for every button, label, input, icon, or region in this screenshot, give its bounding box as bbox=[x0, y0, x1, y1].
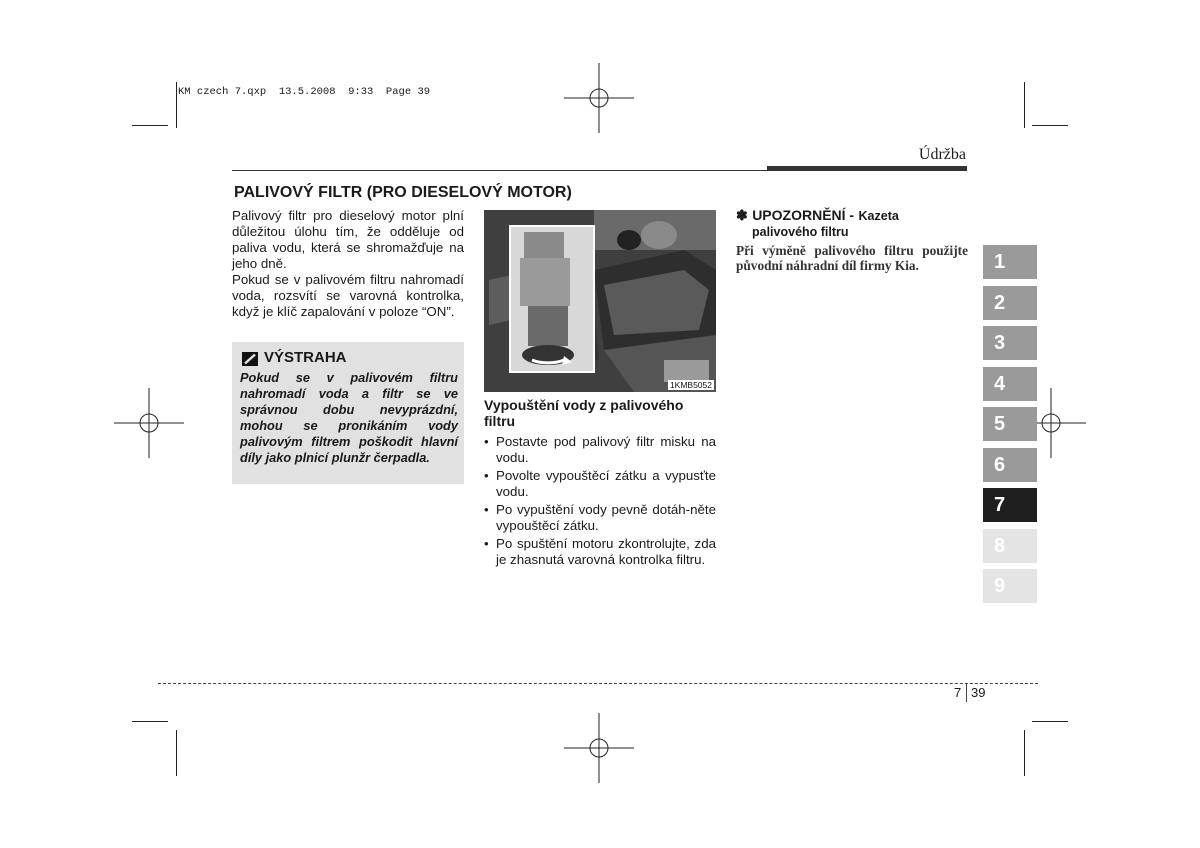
notice-title: UPOZORNĚNÍ - bbox=[752, 207, 855, 223]
notice-symbol: ✽ bbox=[736, 207, 748, 223]
registration-mark-icon bbox=[564, 713, 634, 783]
footer-divider bbox=[966, 684, 967, 702]
crop-mark bbox=[1024, 82, 1025, 128]
crop-mark bbox=[1032, 125, 1068, 126]
warning-box bbox=[232, 342, 464, 484]
chapter-tab-1[interactable]: 1 bbox=[983, 245, 1037, 279]
page-chapter: 7 bbox=[954, 685, 962, 700]
notice-subtitle-line2: palivového filtru bbox=[752, 225, 849, 239]
header-bar bbox=[767, 166, 967, 171]
figure-code: 1KMB5052 bbox=[669, 380, 712, 390]
no-sign-icon bbox=[242, 352, 258, 366]
crop-mark bbox=[1024, 730, 1025, 776]
engine-photo bbox=[484, 210, 716, 392]
chapter-tab-2[interactable]: 2 bbox=[983, 286, 1037, 320]
crop-mark bbox=[176, 82, 177, 128]
notice-heading bbox=[736, 207, 968, 225]
drain-heading: Vypouštění vody z palivového filtru bbox=[484, 397, 684, 429]
list-item: • Povolte vypouštěcí zátku a vypusťte vodu. bbox=[484, 468, 716, 499]
chapter-tab-8[interactable]: 8 bbox=[983, 529, 1037, 563]
chapter-tab-9[interactable]: 9 bbox=[983, 569, 1037, 603]
section-title: Údržba bbox=[918, 146, 966, 163]
notice-text: Při výměně palivového filtru použijte původní náhradní díl firmy Kia. bbox=[736, 243, 968, 273]
footer-dotted-line bbox=[158, 683, 1038, 684]
crop-mark bbox=[132, 125, 168, 126]
warning-title: VÝSTRAHA bbox=[264, 349, 347, 366]
notice-subtitle: Kazeta bbox=[858, 209, 899, 223]
list-item: • Po spuštění motoru zkontrolujte, zda je zhasnutá varovná kontrolka filtru. bbox=[484, 536, 716, 567]
crop-mark bbox=[1032, 721, 1068, 722]
list-item: • Postavte pod palivový filtr misku na vodu. bbox=[484, 434, 716, 465]
chapter-tab-3[interactable]: 3 bbox=[983, 326, 1037, 360]
chapter-tab-7[interactable]: 7 bbox=[983, 488, 1037, 522]
crop-mark bbox=[132, 721, 168, 722]
registration-mark-icon bbox=[564, 63, 634, 133]
warning-text: Pokud se v palivovém filtru nahromadí voda a filtr se ve správnou dobu nevyprázdní, mohou se pronikáním vody palivovým filtrem poškodit hlavní díly jako plnicí plunžr čerpadla. bbox=[240, 370, 458, 465]
intro-paragraph: Palivový filtr pro dieselový motor plní důležitou úlohu tím, že odděluje od paliva vodu, která se shromažďuje na jeho dně. bbox=[232, 208, 464, 271]
list-item: • Po vypuštění vody pevně dotáh-něte vypouštěcí zátku. bbox=[484, 502, 716, 533]
chapter-tab-6[interactable]: 6 bbox=[983, 448, 1037, 482]
chapter-tab-5[interactable]: 5 bbox=[983, 407, 1037, 441]
drain-steps bbox=[484, 434, 716, 570]
page-title: PALIVOVÝ FILTR (PRO DIESELOVÝ MOTOR) bbox=[234, 184, 572, 201]
crop-mark bbox=[176, 730, 177, 776]
engine-illustration bbox=[484, 210, 716, 392]
registration-mark-icon bbox=[114, 388, 184, 458]
water-paragraph: Pokud se v palivovém filtru nahromadí voda, rozsvítí se varovná kontrolka, když je klíč zapalování v poloze “ON”. bbox=[232, 272, 464, 319]
page-number: 39 bbox=[971, 685, 986, 700]
print-info: KM czech 7.qxp 13.5.2008 9:33 Page 39 bbox=[178, 86, 431, 98]
chapter-tab-4[interactable]: 4 bbox=[983, 367, 1037, 401]
